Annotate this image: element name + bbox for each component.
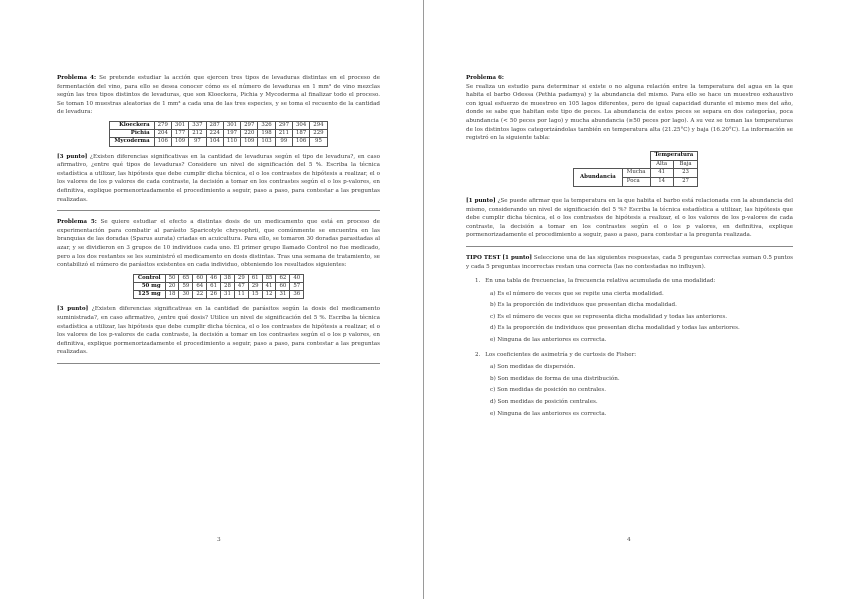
problem5-title: Problema 5: xyxy=(57,219,97,226)
table-cell: 279 xyxy=(154,121,171,129)
table-cell: 85 xyxy=(262,274,276,282)
question-text: En una tabla de frecuencias, la frecuencia relativa acumulada de una modalidad: xyxy=(485,278,716,285)
left-page xyxy=(0,0,423,599)
table-row xyxy=(110,130,327,138)
table-cell: 40 xyxy=(290,274,304,282)
page-number: 4 xyxy=(627,537,631,543)
table-cell: 11 xyxy=(234,291,248,299)
row-label: Poca xyxy=(622,178,650,187)
problem5-text: Se quiere estudiar el efecto a distintas dosis de un medicamento que está en proceso de experimentación para combatir al parásito Sparicotyle chrysophrii, que comúnmente se encuentra en las branquias de las doradas (Sparus aurata) criadas en acuicultura. Para ello, se tomaron 30 doradas parasitadas al azar, y se dividieron en 3 grupos de 10 individuos cada uno. El primer grupo llamado Control no fue medicado, pero a los dos restantes se les suministró el medicamento en dosis distintas. Tras una semana de tratamiento, se contabilizó el número de parásitos existentes en cada individuo, obteniendo los resultados siguientes: xyxy=(57,219,380,269)
answer-option: e) Ninguna de las anteriores es correcta. xyxy=(490,337,607,344)
table-row xyxy=(133,282,303,290)
table-cell: 197 xyxy=(223,130,240,138)
table-cell: 31 xyxy=(276,291,290,299)
table-cell: 46 xyxy=(207,274,221,282)
answer-option: e) Ninguna de las anteriores es correcta. xyxy=(490,410,607,417)
table-cell: 60 xyxy=(276,282,290,290)
page-number: 3 xyxy=(217,537,221,543)
column-header: Baja xyxy=(673,160,698,169)
answer-option: b) Son medidas de forma de una distribución. xyxy=(490,375,620,382)
table-cell: 294 xyxy=(310,121,327,129)
problem5-question xyxy=(57,305,380,357)
question-number: 1. xyxy=(475,278,481,285)
table-cell: 15 xyxy=(248,291,262,299)
table-cell: 99 xyxy=(275,138,292,146)
test-question xyxy=(466,351,793,419)
problem5-points: [3 punto] xyxy=(57,306,89,313)
problem6-statement xyxy=(466,74,793,143)
abundance-label: Abundancia xyxy=(574,169,623,187)
test-text: Seleccione una de las siguientes respuestas, cada 5 preguntas correctas suman 0.5 puntos y cada 5 preguntas incorrectas restan una correcta (las no contestadas no influyen). xyxy=(466,254,794,270)
table-cell: 110 xyxy=(223,138,240,146)
parasite-table xyxy=(133,274,304,300)
temperature-table xyxy=(573,151,698,187)
row-label: Pichia xyxy=(110,130,154,138)
problem4-points: [3 punto] xyxy=(57,153,88,160)
table-cell: 65 xyxy=(179,274,193,282)
separator xyxy=(466,246,793,247)
separator xyxy=(57,210,380,211)
problem4-text: Se pretende estudiar la acción que ejercen tres tipos de levaduras distintas en el proceso de fermentación del vino, para ello se desea conocer cómo es el número de levaduras en 1 mm³ de vino mezclas según las tres tipos distintos de levaduras, que son Kloeckera, Pichia y Mycoderma al finalizar todo el proceso. Se toman 10 muestras aleatorias de 1 mm³ a cada una de las tres especies, y se toma el recuento de la cantidad de levadura: xyxy=(57,75,380,116)
table-cell: 337 xyxy=(189,121,206,129)
table-cell: 177 xyxy=(171,130,188,138)
table-cell: 30 xyxy=(179,291,193,299)
table-cell: 97 xyxy=(189,138,206,146)
problem6-question xyxy=(466,197,793,240)
table-cell: 29 xyxy=(234,274,248,282)
problem6-text: Se realiza un estudio para determinar si existe o no alguna relación entre la temperatura del agua en la que habita el barbo Odessa (Pethia padamya) y la abundancia del mismo. Para ello se hace un muestreo exhaustivo con igual esfuerzo de muestreo en 105 lagos diferentes, pero de igual capacidad durante el mismo mes del año, donde se sabe que habitan este tipo de peces. La abundancia de estos peces se separa en dos categorías, poca abundancia (< 50 peces por lago) y mucha abundancia (≥50 peces por lago). A su vez se toman las temperaturas de los distintos lagos categorizándolas también en temperatura alta (21.25°C) y baja (16.20°C). La información se registró en la siguiente tabla: xyxy=(466,83,793,142)
table-cell: 95 xyxy=(310,138,327,146)
table-row xyxy=(133,274,303,282)
table-cell: 109 xyxy=(241,138,258,146)
row-label: Kloeckera xyxy=(110,121,154,129)
table-cell: 23 xyxy=(673,169,698,178)
column-header: Alta xyxy=(650,160,673,169)
problem4-question xyxy=(57,153,380,205)
test-title: TIPO TEST xyxy=(466,254,501,261)
table-cell: 64 xyxy=(193,282,207,290)
option-list xyxy=(475,363,793,418)
table-cell: 220 xyxy=(241,130,258,138)
table-cell: 47 xyxy=(234,282,248,290)
table-cell: 20 xyxy=(165,282,179,290)
answer-option: a) Es el número de veces que se repite una cierta modalidad. xyxy=(490,290,664,297)
page-gutter xyxy=(423,0,424,599)
problem6-question-text: ¿Se puede afirmar que la temperatura en la que habita el barbo está relacionada con la abundancia del mismo, considerando un nivel de significación del 5 %? Escriba la técnica estadística a utilizar, las hipótesis que debe cumplir dicha técnica, el o los contrastes de hipótesis a realizar, el o los valores de los p-valores de cada contraste, la decisión a tomar en los contrastes según el o los p valores, en definitiva, explique pormenorizadamente el procedimiento a seguir, paso a paso, para contestar a la pregunta realizada. xyxy=(466,197,793,239)
table-cell: 12 xyxy=(262,291,276,299)
option-list xyxy=(475,290,793,345)
answer-option: c) Son medidas de posición no centrales. xyxy=(490,387,606,394)
table-cell: 36 xyxy=(290,291,304,299)
table-cell: 14 xyxy=(650,178,673,187)
answer-option: c) Es el número de veces que se representa dicha modalidad y todas las anteriores. xyxy=(490,313,728,320)
table-cell: 38 xyxy=(221,274,235,282)
table-cell: 301 xyxy=(223,121,240,129)
table-cell: 41 xyxy=(262,282,276,290)
table-cell: 103 xyxy=(258,138,275,146)
row-label: Mucha xyxy=(622,169,650,178)
right-page-content xyxy=(466,74,793,424)
table-cell: 229 xyxy=(310,130,327,138)
table-cell: 211 xyxy=(275,130,292,138)
test-question-list xyxy=(466,277,793,418)
row-label: 50 mg xyxy=(133,282,165,290)
table-cell: 109 xyxy=(171,138,188,146)
left-page-content xyxy=(57,74,380,371)
problem5-question-text: ¿Existen diferencias significativas en la cantidad de parásitos según la dosis del medicamento suministrada?, en caso afirmativo, ¿entre qué dosis? Utilice un nivel de significación del 5 %. Escriba la técnica estadística a utilizar, las hipótesis que debe cumplir dicha técnica, el o los contrastes de hipótesis a realizar, el o los valores de los p-valores de cada contraste, la decisión a tomar en los contrastes según el o los p valores, en definitiva, explique pormenorizadamente el procedimiento a seguir, paso a paso, para contestar a las preguntas realizadas. xyxy=(57,306,380,356)
test-points: [1 punto] xyxy=(502,254,532,261)
table-cell: 41 xyxy=(650,169,673,178)
test-question xyxy=(466,277,793,345)
problem4-statement xyxy=(57,74,380,117)
row-label: 125 mg xyxy=(133,291,165,299)
table-cell: 297 xyxy=(275,121,292,129)
table-cell: 301 xyxy=(171,121,188,129)
table-cell: 22 xyxy=(193,291,207,299)
answer-option: d) Es la proporción de individuos que presentan dicha modalidad y todas las anteriores. xyxy=(490,325,740,332)
problem6-title: Problema 6: xyxy=(466,75,504,81)
row-label: Mycoderma xyxy=(110,138,154,146)
table-cell: 326 xyxy=(258,121,275,129)
table-cell: 212 xyxy=(189,130,206,138)
table-cell: 28 xyxy=(221,282,235,290)
table-cell: 50 xyxy=(165,274,179,282)
table-cell: 304 xyxy=(293,121,310,129)
temperature-header: Temperatura xyxy=(650,151,698,160)
problem5-statement xyxy=(57,218,380,270)
problem4-question-text: ¿Existen diferencias significativas en la cantidad de levaduras según el tipo de levadura?, en caso afirmativo, ¿entre qué tipos de levaduras? Considere un nivel de significación del 5 %. Escriba la técnica estadística a utilizar, las hipótesis que debe cumplir dicha técnica, el o los contrastes de hipótesis a realizar, el o los valores de los p valores de cada contraste, la decisión a tomar en los contrastes según el o los p-valores, en definitiva, explique pormenorizadamente el procedimiento a seguir, paso a paso, para contestar a las preguntas realizadas. xyxy=(57,153,380,203)
table-cell: 61 xyxy=(248,274,262,282)
question-text: Los coeficientes de asimetría y de curtosis de Fisher: xyxy=(485,351,637,358)
yeast-table xyxy=(109,121,327,147)
separator xyxy=(57,363,380,364)
row-label: Control xyxy=(133,274,165,282)
test-instructions xyxy=(466,254,793,271)
table-cell: 106 xyxy=(293,138,310,146)
right-page xyxy=(425,0,848,599)
table-cell: 297 xyxy=(241,121,258,129)
table-row xyxy=(110,121,327,129)
table-cell: 287 xyxy=(206,121,223,129)
table-cell: 26 xyxy=(207,291,221,299)
table-cell: 62 xyxy=(276,274,290,282)
answer-option: a) Son medidas de dispersión. xyxy=(490,364,576,371)
table-cell: 18 xyxy=(165,291,179,299)
table-cell: 224 xyxy=(206,130,223,138)
table-cell: 60 xyxy=(193,274,207,282)
problem4-title: Problema 4: xyxy=(57,75,97,81)
table-cell: 31 xyxy=(221,291,235,299)
table-cell: 106 xyxy=(154,138,171,146)
table-cell: 59 xyxy=(179,282,193,290)
table-cell: 104 xyxy=(206,138,223,146)
answer-option: b) Es la proporción de individuos que presentan dicha modalidad. xyxy=(490,302,677,309)
table-cell: 187 xyxy=(293,130,310,138)
table-cell: 57 xyxy=(290,282,304,290)
table-cell: 29 xyxy=(248,282,262,290)
question-number: 2. xyxy=(475,351,481,358)
table-row xyxy=(133,291,303,299)
table-cell: 198 xyxy=(258,130,275,138)
answer-option: d) Son medidas de posición centrales. xyxy=(490,399,598,406)
table-cell: 27 xyxy=(673,178,698,187)
table-row xyxy=(110,138,327,146)
problem6-points: [1 punto] xyxy=(466,197,496,204)
table-cell: 61 xyxy=(207,282,221,290)
table-cell: 204 xyxy=(154,130,171,138)
